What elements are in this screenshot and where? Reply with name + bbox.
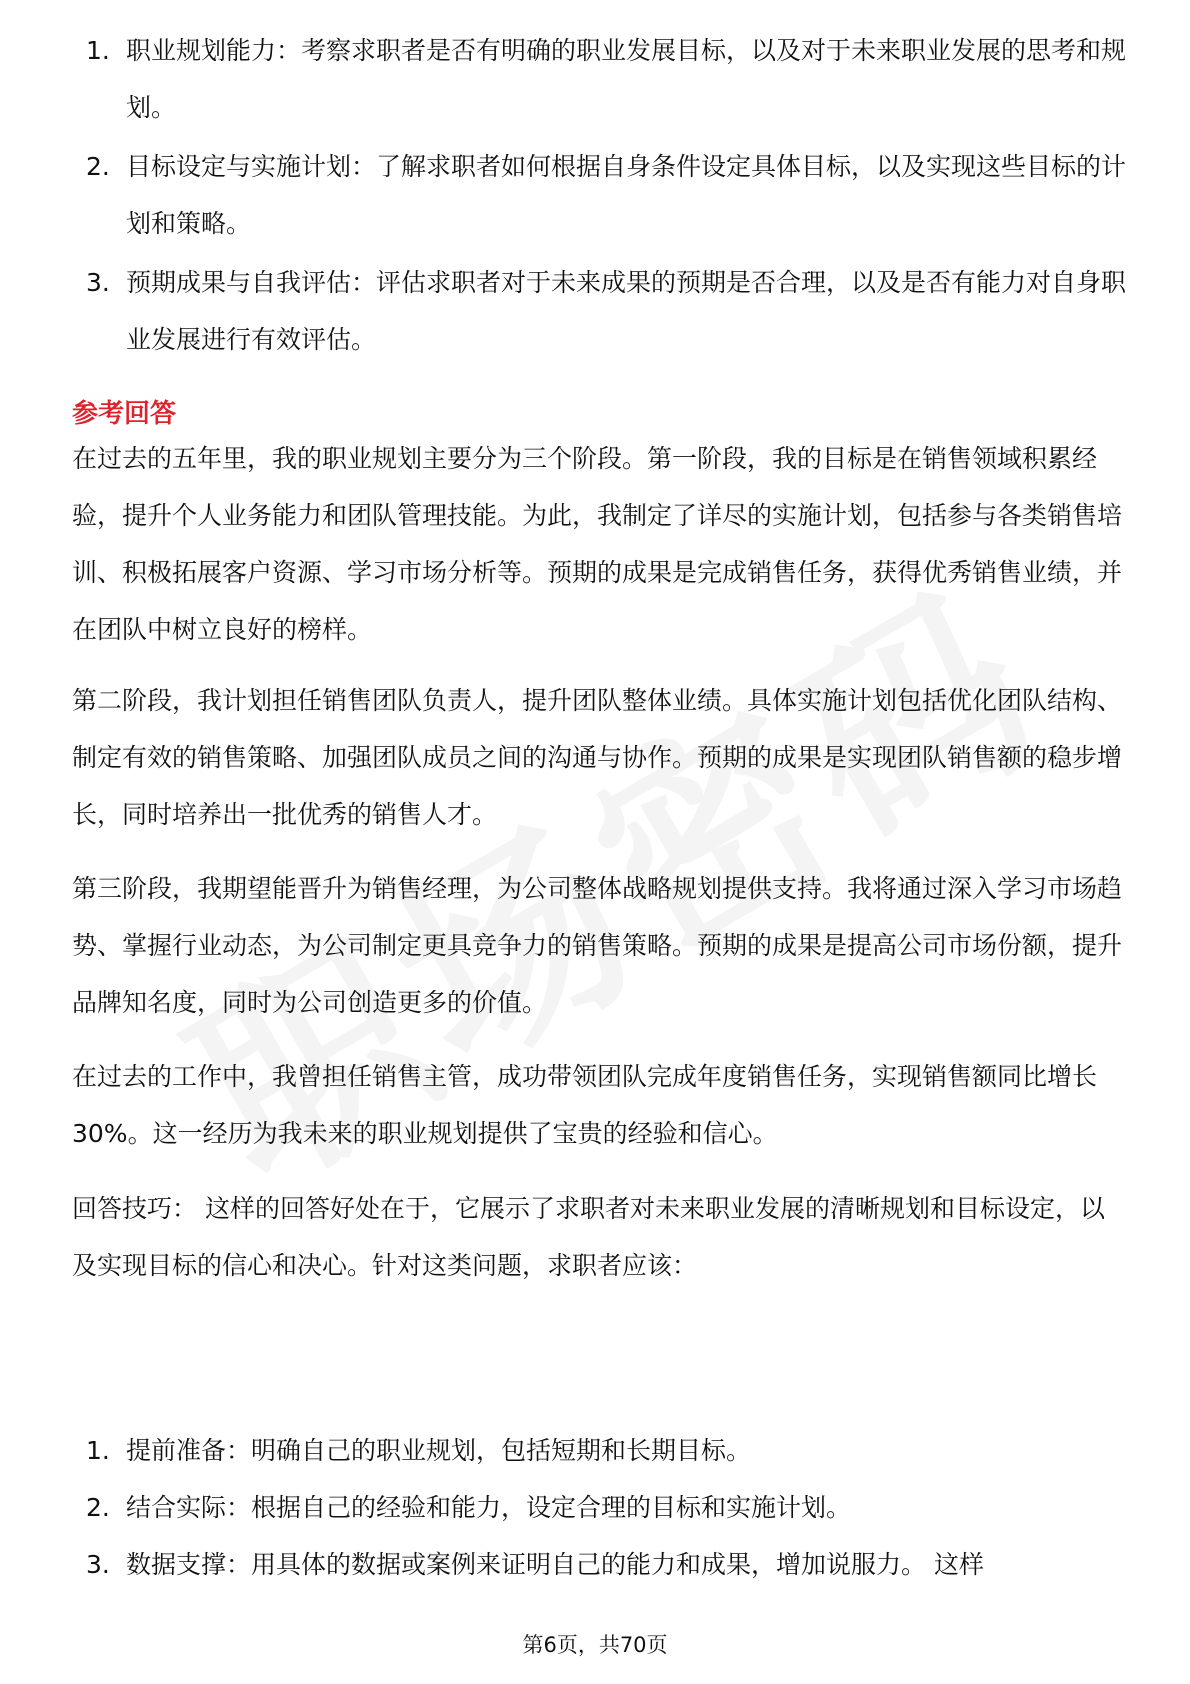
page-number: 第6页，共70页 [522, 1633, 668, 1657]
list-item [86, 1536, 1126, 1593]
list-number: 2. [86, 1493, 110, 1522]
list-text: 目标设定与实施计划：了解求职者如何根据自身条件设定具体目标，以及实现这些目标的计划和策略。 [126, 152, 1127, 238]
criteria-list [86, 22, 1126, 370]
list-number: 2. [86, 152, 110, 181]
list-text: 预期成果与自我评估：评估求职者对于未来成果的预期是否合理，以及是否有能力对自身职业发展进行有效评估。 [126, 268, 1127, 354]
list-text: 职业规划能力：考察求职者是否有明确的职业发展目标，以及对于未来职业发展的思考和规划。 [126, 36, 1127, 122]
list-number: 3. [86, 1550, 110, 1579]
list-text: 提前准备：明确自己的职业规划，包括短期和长期目标。 [126, 1436, 752, 1465]
list-item [86, 254, 1126, 368]
paragraph-stage-two: 第二阶段，我计划担任销售团队负责人，提升团队整体业绩。具体实施计划包括优化团队结构、制定有效的销售策略、加强团队成员之间的沟通与协作。预期的成果是实现团队销售额的稳步增长，同时培养出一批优秀的销售人才。 [72, 686, 1123, 829]
list-item [86, 138, 1126, 252]
tips-list [86, 1422, 1126, 1593]
list-item [86, 1479, 1126, 1536]
list-text: 结合实际：根据自己的经验和能力，设定合理的目标和实施计划。 [126, 1493, 852, 1522]
list-number: 1. [86, 1436, 110, 1465]
section-title: 参考回答 [72, 399, 177, 429]
list-item [86, 22, 1126, 136]
paragraph-experience: 在过去的工作中，我曾担任销售主管，成功带领团队完成年度销售任务，实现销售额同比增长30%。这一经历为我未来的职业规划提供了宝贵的经验和信心。 [72, 1062, 1098, 1148]
paragraph-stage-one: 在过去的五年里，我的职业规划主要分为三个阶段。第一阶段，我的目标是在销售领域积累经验，提升个人业务能力和团队管理技能。为此，我制定了详尽的实施计划，包括参与各类销售培训、积极拓展客户资源、学习市场分析等。预期的成果是完成销售任务，获得优秀销售业绩，并在团队中树立良好的榜样。 [72, 444, 1123, 644]
list-text: 数据支撑：用具体的数据或案例来证明自己的能力和成果，增加说服力。 这样 [126, 1550, 984, 1579]
list-item [86, 1422, 1126, 1479]
paragraph-tips: 回答技巧： 这样的回答好处在于，它展示了求职者对未来职业发展的清晰规划和目标设定，以及实现目标的信心和决心。针对这类问题，求职者应该： [72, 1194, 1105, 1280]
list-number: 1. [86, 36, 110, 65]
list-number: 3. [86, 268, 110, 297]
paragraph-stage-three: 第三阶段，我期望能晋升为销售经理，为公司整体战略规划提供支持。我将通过深入学习市场趋势、掌握行业动态，为公司制定更具竞争力的销售策略。预期的成果是提高公司市场份额，提升品牌知名度，同时为公司创造更多的价值。 [72, 874, 1123, 1017]
